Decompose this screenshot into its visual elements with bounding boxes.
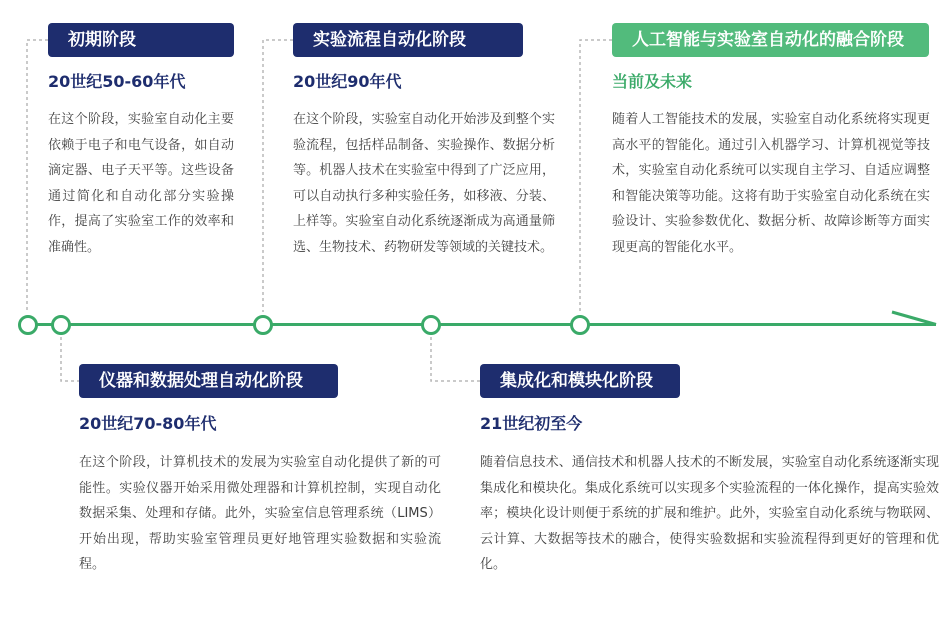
timeline-dot-2 <box>51 315 71 335</box>
stage-5-era: 当前及未来 <box>612 72 693 91</box>
stage-2-title: 仪器和数据处理自动化阶段 <box>79 364 338 398</box>
stage-3-description: 在这个阶段，实验室自动化开始涉及到整个实验流程，包括样品制备、实验操作、数据分析等。机器人技术在实验室中得到了广泛应用，可以自动执行多种实验任务，如移液、分装、上样等。实验室自动化系统逐渐成为高通量筛选、生物技术、药物研发等领域的关键技术。 <box>293 112 555 255</box>
stage-1-era: 20世纪50-60年代 <box>48 72 186 91</box>
connector-stage-3 <box>263 40 293 312</box>
stage-4-title: 集成化和模块化阶段 <box>480 364 680 398</box>
timeline-arrow <box>892 312 936 325</box>
stage-1-description: 在这个阶段，实验室自动化主要依赖于电子和电气设备，如自动滴定器、电子天平等。这些设备通过简化和自动化部分实验操作，提高了实验室工作的效率和准确性。 <box>48 112 234 255</box>
connector-stage-1 <box>27 40 48 312</box>
timeline-dot-5 <box>570 315 590 335</box>
stage-3-era: 20世纪90年代 <box>293 72 402 91</box>
stage-5-description: 随着人工智能技术的发展，实验室自动化系统将实现更高水平的智能化。通过引入机器学习、计算机视觉等技术，实验室自动化系统可以实现自主学习、自适应调整和智能决策等功能。这将有助于实验室自动化系统在实验设计、实验参数优化、数据分析、故障诊断等方面实现更高的智能化水平。 <box>612 112 930 255</box>
timeline-dot-3 <box>253 315 273 335</box>
stage-3-title: 实验流程自动化阶段 <box>293 23 523 57</box>
timeline-dot-1 <box>18 315 38 335</box>
stage-1-title: 初期阶段 <box>48 23 234 57</box>
stage-2-era: 20世纪70-80年代 <box>79 414 217 433</box>
connector-stage-2 <box>61 337 79 381</box>
connector-stage-4 <box>431 337 480 381</box>
stage-4-description: 随着信息技术、通信技术和机器人技术的不断发展，实验室自动化系统逐渐实现集成化和模块化。集成化系统可以实现多个实验流程的一体化操作，提高实验效率；模块化设计则便于系统的扩展和维护。此外，实验室自动化系统与物联网、云计算、大数据等技术的融合，使得实验数据和实验流程得到更好的管理和优化。 <box>480 455 939 572</box>
connector-stage-5 <box>580 40 612 312</box>
stage-2-description: 在这个阶段，计算机技术的发展为实验室自动化提供了新的可能性。实验仪器开始采用微处理器和计算机控制，实现自动化数据采集、处理和存储。此外，实验室信息管理系统（LIMS）开始出现，帮助实验室管理员更好地管理实验数据和实验流程。 <box>79 455 441 572</box>
timeline-dot-4 <box>421 315 441 335</box>
stage-5-title: 人工智能与实验室自动化的融合阶段 <box>612 23 929 57</box>
stage-4-era: 21世纪初至今 <box>480 414 583 433</box>
